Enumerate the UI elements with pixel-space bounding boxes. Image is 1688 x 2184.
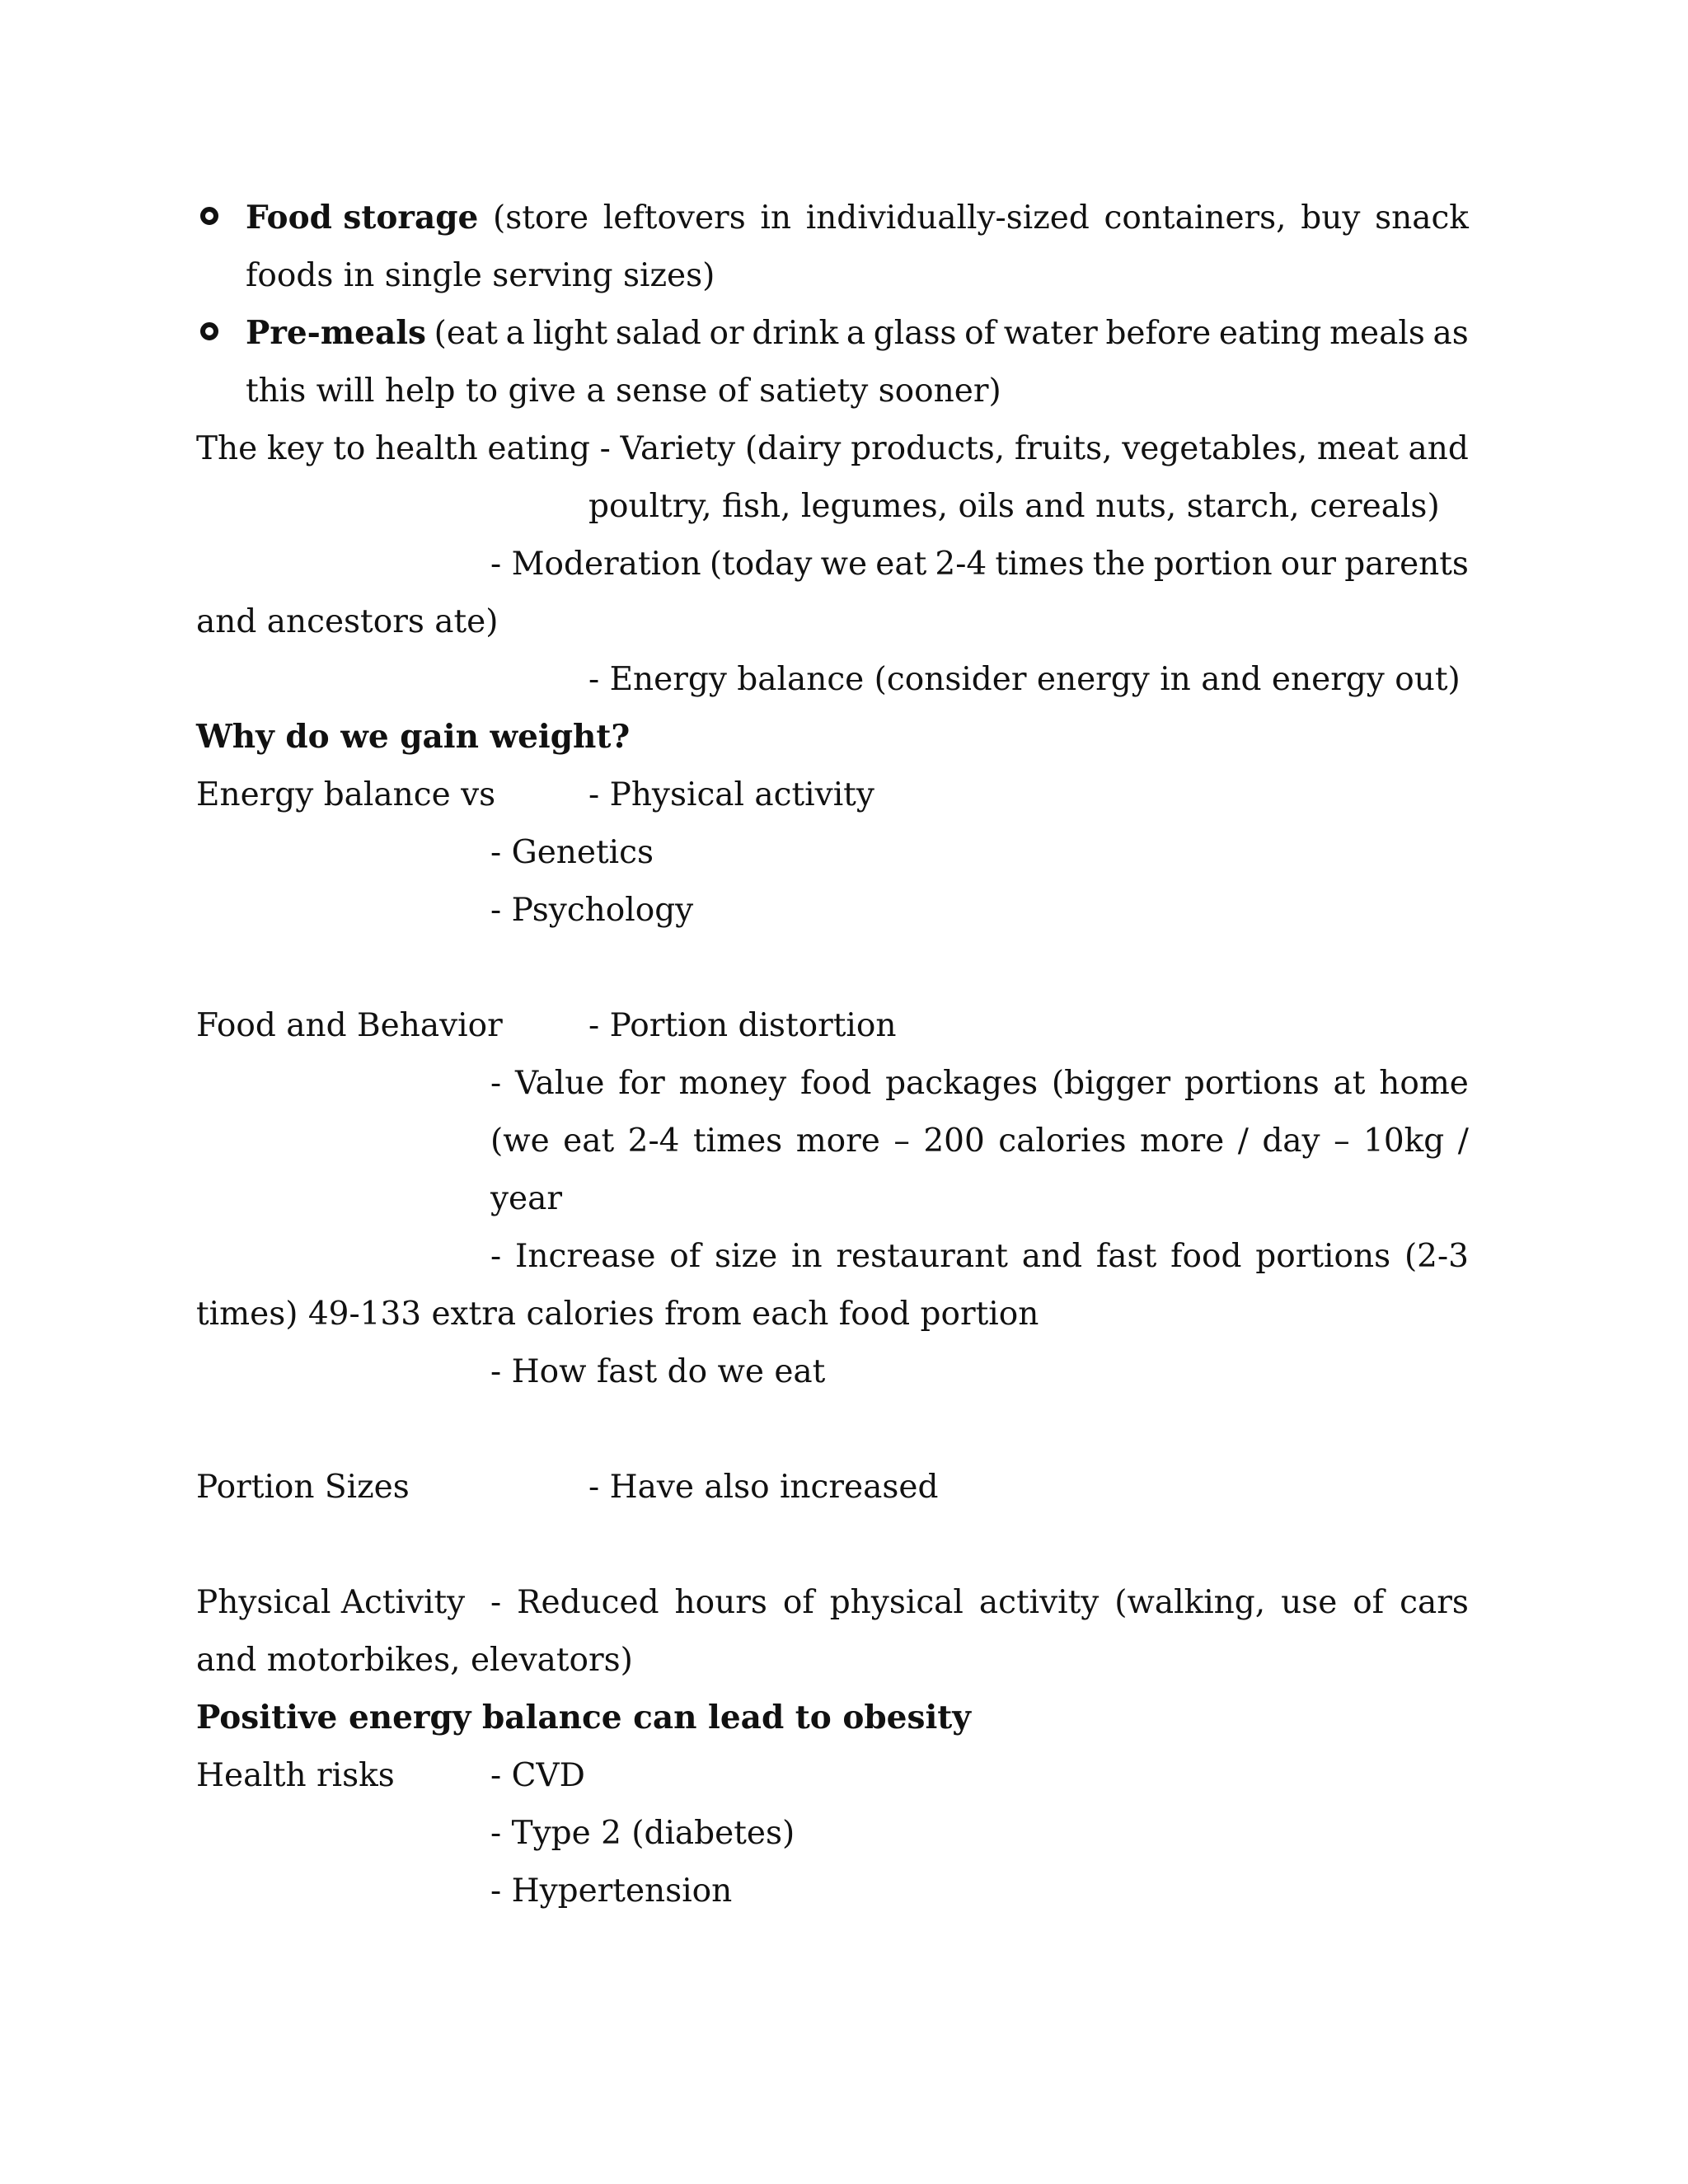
word: eat: [875, 546, 927, 583]
word: eat: [563, 1122, 615, 1160]
health-risk-cvd: - CVD: [490, 1757, 585, 1794]
word: -: [490, 1238, 502, 1275]
key-variety-cont: poultry, fish, legumes, oils and nuts, starch, cereals): [588, 488, 1440, 525]
food-storage-line: [246, 199, 1469, 237]
health-risk-hypertension: - Hypertension: [490, 1872, 733, 1910]
word: individually-sized: [805, 199, 1090, 237]
word: meals: [1329, 315, 1425, 352]
portion-sizes-label: Portion Sizes: [196, 1469, 410, 1506]
why-item-psychology: - Psychology: [490, 892, 694, 929]
word: calories: [998, 1122, 1127, 1160]
why-item-genetics: - Genetics: [490, 834, 654, 871]
word: -: [599, 430, 611, 467]
word: in: [790, 1238, 823, 1275]
health-risk-diabetes: - Type 2 (diabetes): [490, 1815, 795, 1852]
word: money: [678, 1065, 787, 1102]
word: light: [532, 315, 608, 352]
word: (today: [709, 546, 813, 583]
food-behavior-label: Food and Behavior: [196, 1007, 503, 1044]
word: home: [1379, 1065, 1469, 1102]
word: as: [1432, 315, 1469, 352]
word: (eat: [434, 315, 498, 352]
word: –: [893, 1122, 910, 1160]
word: fast: [1095, 1238, 1157, 1275]
word: The: [196, 430, 258, 467]
word: hours: [674, 1584, 767, 1621]
word: of: [669, 1238, 701, 1275]
word: fruits,: [1014, 430, 1113, 467]
word: we: [820, 546, 868, 583]
food-storage-term: Food storage: [246, 199, 479, 237]
word: a: [846, 315, 866, 352]
word: of: [782, 1584, 814, 1621]
health-risks-label: Health risks: [196, 1757, 395, 1794]
word: use: [1281, 1584, 1338, 1621]
how-fast-line: - How fast do we eat: [490, 1353, 826, 1390]
word: activity: [978, 1584, 1100, 1621]
positive-heading: Positive energy balance can lead to obesity: [196, 1699, 971, 1736]
word: (bigger: [1051, 1065, 1171, 1102]
word: food: [799, 1065, 872, 1102]
pre-meals-line: [246, 314, 1469, 352]
moderation-cont: and ancestors ate): [196, 603, 499, 640]
word: times: [995, 546, 1085, 583]
word: portions: [1255, 1238, 1391, 1275]
word: physical: [829, 1584, 964, 1621]
word: leftovers: [603, 199, 746, 237]
word: more: [1140, 1122, 1225, 1160]
word: (store: [493, 199, 589, 237]
word: portions: [1184, 1065, 1320, 1102]
moderation-line: [490, 546, 1469, 583]
word: and: [1408, 430, 1469, 467]
word: our: [1280, 546, 1337, 583]
word: times: [692, 1122, 783, 1160]
word: day: [1262, 1122, 1320, 1160]
physical-activity-label: Physical Activity: [196, 1584, 466, 1621]
physical-activity-cont: and motorbikes, elevators): [196, 1642, 633, 1679]
word: of: [1353, 1584, 1385, 1621]
word: buy: [1301, 199, 1361, 237]
word: eating: [487, 430, 590, 467]
word: 10kg: [1363, 1122, 1445, 1160]
word: snack: [1375, 199, 1469, 237]
word: portion: [1153, 546, 1273, 583]
word: –: [1334, 1122, 1350, 1160]
why-label: Energy balance vs: [196, 776, 496, 813]
word: containers,: [1104, 199, 1287, 237]
word: Increase: [515, 1238, 656, 1275]
word: 2-4: [935, 546, 987, 583]
word: products,: [851, 430, 1006, 467]
word: 2-4: [627, 1122, 680, 1160]
word: /: [1237, 1122, 1249, 1160]
bullet-circle-icon: [200, 207, 218, 225]
word: (we: [490, 1122, 550, 1160]
word: Value: [514, 1065, 605, 1102]
word: eating: [1218, 315, 1322, 352]
portion-distortion: - Portion distortion: [588, 1007, 897, 1044]
word: or: [709, 315, 744, 352]
word: Variety: [620, 430, 736, 467]
word: key: [266, 430, 324, 467]
word: salad: [615, 315, 701, 352]
value-line-3: year: [490, 1180, 563, 1217]
key-line: [196, 430, 1469, 467]
value-line-2: [490, 1122, 1469, 1160]
energy-balance-line: - Energy balance (consider energy in and energy out): [588, 661, 1461, 698]
word: before: [1105, 315, 1212, 352]
pre-meals-cont: this will help to give a sense of satiety sooner): [246, 373, 1001, 410]
value-line-1: [490, 1065, 1469, 1102]
word: more: [795, 1122, 880, 1160]
word: a: [505, 315, 525, 352]
word: (walking,: [1114, 1584, 1266, 1621]
word: of: [964, 315, 996, 352]
word: the: [1092, 546, 1146, 583]
word: restaurant: [836, 1238, 1008, 1275]
word: meat: [1316, 430, 1399, 467]
word: 200: [923, 1122, 985, 1160]
word: packages: [885, 1065, 1039, 1102]
word: -: [490, 1065, 502, 1102]
word: parents: [1344, 546, 1469, 583]
word: (dairy: [744, 430, 842, 467]
word: cars: [1400, 1584, 1469, 1621]
word: -: [490, 1584, 502, 1621]
word: in: [760, 199, 791, 237]
physical-activity-line: [490, 1586, 1469, 1619]
word: /: [1457, 1122, 1469, 1160]
portion-sizes-item: - Have also increased: [588, 1469, 939, 1506]
word: Reduced: [517, 1584, 659, 1621]
word: (2-3: [1404, 1238, 1469, 1275]
why-item-physical: - Physical activity: [588, 776, 874, 813]
word: drink: [752, 315, 839, 352]
word: for: [618, 1065, 665, 1102]
word: food: [1170, 1238, 1242, 1275]
word: vegetables,: [1122, 430, 1308, 467]
word: glass: [873, 315, 957, 352]
why-heading: Why do we gain weight?: [196, 718, 631, 756]
word: to: [333, 430, 366, 467]
pre-meals-term: Pre-meals: [246, 314, 426, 352]
bullet-circle-icon: [200, 322, 218, 340]
increase-line-1: [490, 1238, 1469, 1275]
food-storage-cont: foods in single serving sizes): [246, 257, 715, 294]
word: at: [1333, 1065, 1366, 1102]
word: size: [715, 1238, 778, 1275]
word: - Moderation: [490, 546, 701, 583]
word: health: [375, 430, 478, 467]
word: and: [1021, 1238, 1083, 1275]
increase-line-2: times) 49-133 extra calories from each food portion: [196, 1296, 1039, 1333]
word: water: [1003, 315, 1098, 352]
